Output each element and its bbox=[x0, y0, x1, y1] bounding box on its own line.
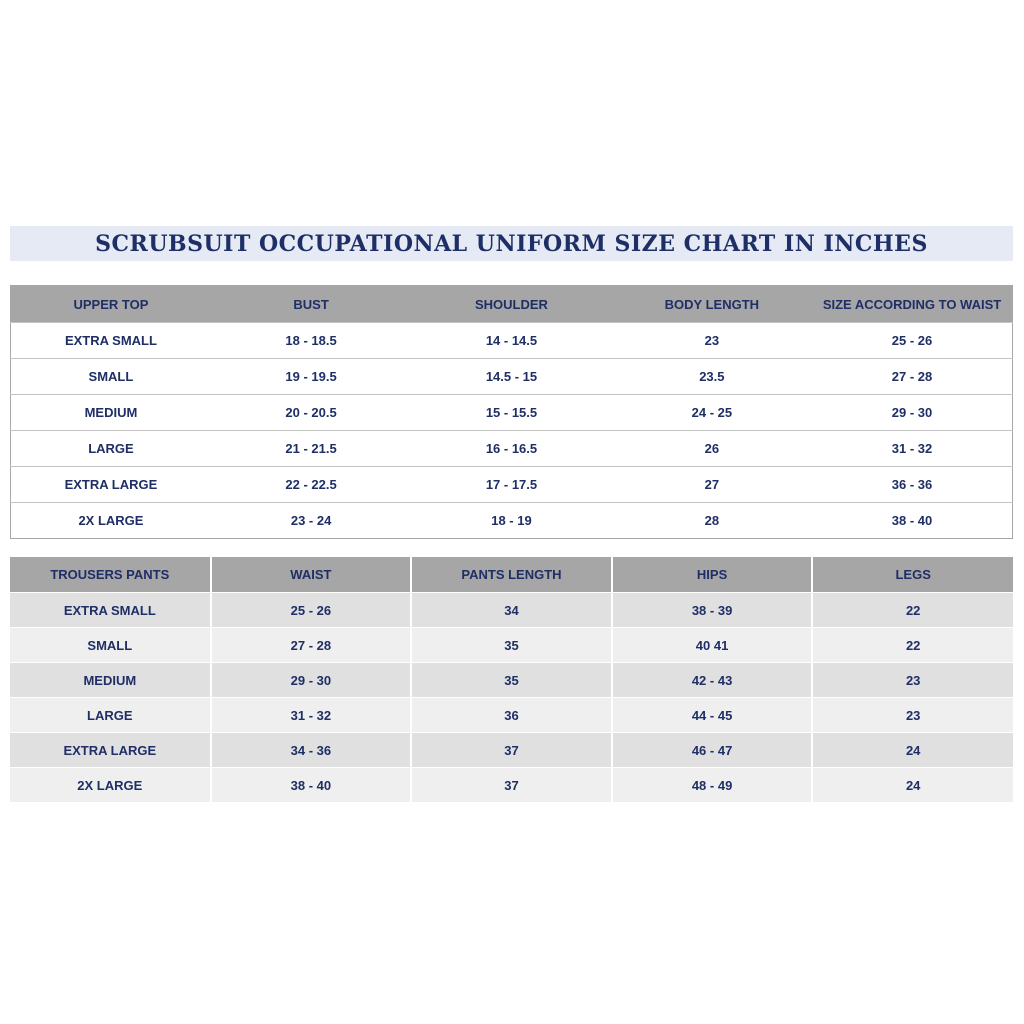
table-row bbox=[10, 663, 1013, 698]
table-cell: 31 - 32 bbox=[812, 431, 1012, 467]
size-cell: SMALL bbox=[11, 359, 211, 395]
table-row bbox=[10, 768, 1013, 803]
table-cell: 29 - 30 bbox=[211, 663, 412, 698]
header-cell: TROUSERS PANTS bbox=[10, 557, 211, 593]
table-cell: 35 bbox=[411, 663, 612, 698]
header-cell: BUST bbox=[211, 286, 411, 323]
table-row bbox=[11, 359, 1013, 395]
table-cell: 23 - 24 bbox=[211, 503, 411, 539]
table-cell: 36 bbox=[411, 698, 612, 733]
table-row bbox=[11, 323, 1013, 359]
size-cell: LARGE bbox=[10, 698, 211, 733]
table-cell: 42 - 43 bbox=[612, 663, 813, 698]
table-cell: 24 - 25 bbox=[612, 395, 812, 431]
title-banner bbox=[10, 226, 1013, 261]
table-cell: 37 bbox=[411, 768, 612, 803]
table-cell: 28 bbox=[612, 503, 812, 539]
table-cell: 36 - 36 bbox=[812, 467, 1012, 503]
size-cell: EXTRA LARGE bbox=[10, 733, 211, 768]
table-row bbox=[11, 467, 1013, 503]
header-cell: SIZE ACCORDING TO WAIST bbox=[812, 286, 1012, 323]
table-cell: 29 - 30 bbox=[812, 395, 1012, 431]
size-cell: 2X LARGE bbox=[11, 503, 211, 539]
table-cell: 46 - 47 bbox=[612, 733, 813, 768]
size-cell: MEDIUM bbox=[10, 663, 211, 698]
table-cell: 25 - 26 bbox=[812, 323, 1012, 359]
table-row bbox=[11, 503, 1013, 539]
table-row bbox=[10, 698, 1013, 733]
upper-table-header-row bbox=[11, 286, 1013, 323]
table-cell: 25 - 26 bbox=[211, 593, 412, 628]
table-cell: 24 bbox=[812, 768, 1013, 803]
table-row bbox=[10, 628, 1013, 663]
table-cell: 19 - 19.5 bbox=[211, 359, 411, 395]
table-cell: 26 bbox=[612, 431, 812, 467]
table-cell: 23 bbox=[812, 698, 1013, 733]
table-cell: 34 bbox=[411, 593, 612, 628]
size-cell: LARGE bbox=[11, 431, 211, 467]
table-cell: 27 - 28 bbox=[211, 628, 412, 663]
table-cell: 23 bbox=[612, 323, 812, 359]
trousers-table-header-row bbox=[10, 557, 1013, 593]
table-cell: 40 41 bbox=[612, 628, 813, 663]
table-cell: 27 bbox=[612, 467, 812, 503]
size-cell: 2X LARGE bbox=[10, 768, 211, 803]
table-cell: 38 - 40 bbox=[812, 503, 1012, 539]
size-cell: SMALL bbox=[10, 628, 211, 663]
table-cell: 18 - 19 bbox=[411, 503, 611, 539]
table-cell: 38 - 40 bbox=[211, 768, 412, 803]
size-cell: EXTRA SMALL bbox=[11, 323, 211, 359]
table-cell: 22 bbox=[812, 628, 1013, 663]
table-cell: 22 bbox=[812, 593, 1013, 628]
table-cell: 14 - 14.5 bbox=[411, 323, 611, 359]
table-cell: 31 - 32 bbox=[211, 698, 412, 733]
header-cell: BODY LENGTH bbox=[612, 286, 812, 323]
table-row bbox=[10, 593, 1013, 628]
size-cell: EXTRA LARGE bbox=[11, 467, 211, 503]
table-cell: 18 - 18.5 bbox=[211, 323, 411, 359]
table-cell: 34 - 36 bbox=[211, 733, 412, 768]
table-cell: 21 - 21.5 bbox=[211, 431, 411, 467]
table-cell: 23 bbox=[812, 663, 1013, 698]
table-cell: 37 bbox=[411, 733, 612, 768]
table-cell: 16 - 16.5 bbox=[411, 431, 611, 467]
table-cell: 24 bbox=[812, 733, 1013, 768]
table-cell: 17 - 17.5 bbox=[411, 467, 611, 503]
table-row bbox=[11, 431, 1013, 467]
table-cell: 14.5 - 15 bbox=[411, 359, 611, 395]
table-row bbox=[10, 733, 1013, 768]
header-cell: PANTS LENGTH bbox=[411, 557, 612, 593]
header-cell: WAIST bbox=[211, 557, 412, 593]
header-cell: LEGS bbox=[812, 557, 1013, 593]
table-cell: 38 - 39 bbox=[612, 593, 813, 628]
upper-top-size-table bbox=[10, 285, 1013, 539]
table-cell: 20 - 20.5 bbox=[211, 395, 411, 431]
table-cell: 22 - 22.5 bbox=[211, 467, 411, 503]
table-cell: 27 - 28 bbox=[812, 359, 1012, 395]
size-cell: MEDIUM bbox=[11, 395, 211, 431]
header-cell: SHOULDER bbox=[411, 286, 611, 323]
size-cell: EXTRA SMALL bbox=[10, 593, 211, 628]
table-cell: 44 - 45 bbox=[612, 698, 813, 733]
table-cell: 48 - 49 bbox=[612, 768, 813, 803]
trousers-size-table bbox=[10, 557, 1013, 802]
table-row bbox=[11, 395, 1013, 431]
table-cell: 23.5 bbox=[612, 359, 812, 395]
table-cell: 35 bbox=[411, 628, 612, 663]
header-cell: HIPS bbox=[612, 557, 813, 593]
header-cell: UPPER TOP bbox=[11, 286, 211, 323]
table-cell: 15 - 15.5 bbox=[411, 395, 611, 431]
page-title: SCRUBSUIT OCCUPATIONAL UNIFORM SIZE CHART IN INCHES bbox=[95, 230, 928, 257]
